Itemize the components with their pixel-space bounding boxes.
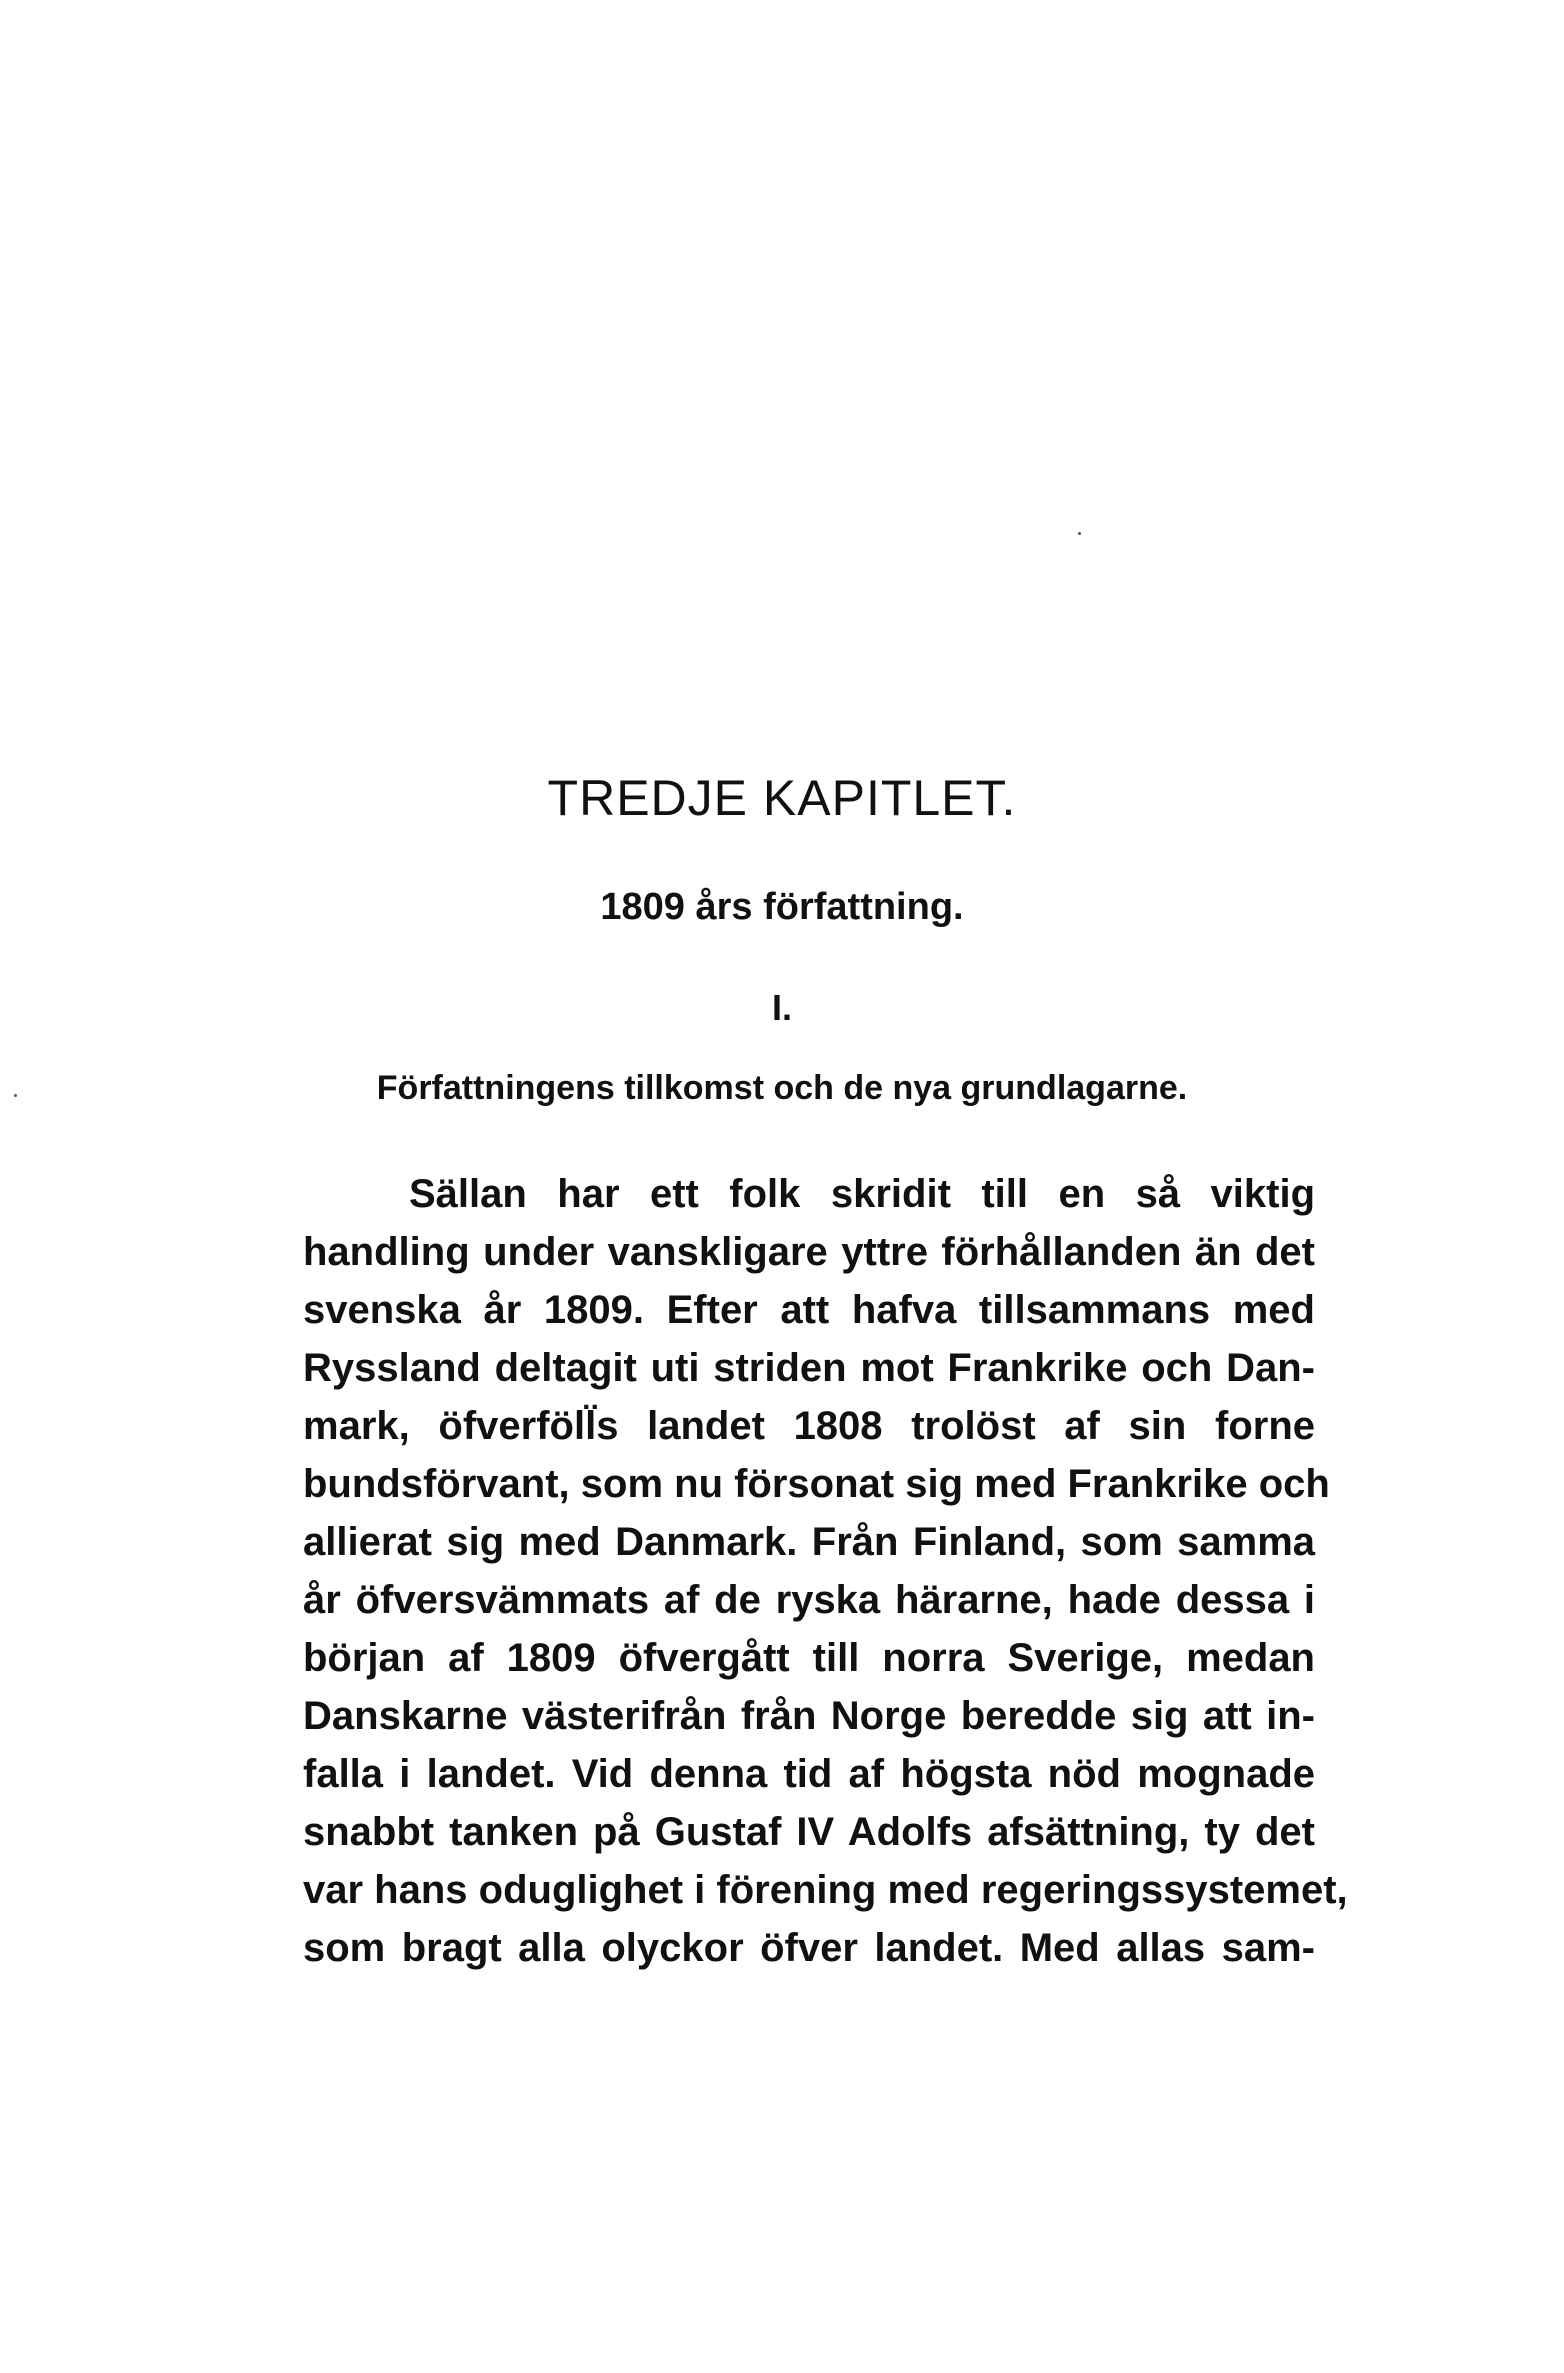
body-paragraph (303, 1165, 1348, 1977)
section-heading: Författningens tillkomst och de nya grundlagarne. (376, 1069, 1188, 1107)
scan-speck (14, 1094, 17, 1097)
chapter-subtitle: 1809 års författning. (600, 886, 964, 928)
paragraph-line: Ryssland deltagit uti striden mot Frankrike och Dan- (303, 1346, 1315, 1390)
paragraph-line: allierat sig med Danmark. Från Finland, som samma (303, 1520, 1315, 1564)
paragraph-line: Sällan har ett folk skridit till en så viktig (409, 1172, 1315, 1216)
paragraph-line: år öfversvämmats af de ryska härarne, hade dessa i (303, 1578, 1315, 1622)
paragraph-line: svenska år 1809. Efter att hafva tillsammans med (303, 1288, 1315, 1332)
paragraph-line: början af 1809 öfvergått till norra Sverige, medan (303, 1636, 1315, 1680)
paragraph-line: mark, öfverföll̈s landet 1808 trolöst af sin forne (303, 1404, 1315, 1448)
paragraph-line: Danskarne västerifrån från Norge beredde sig att in- (303, 1694, 1315, 1738)
paragraph-line: handling under vanskligare yttre förhållanden än det (303, 1230, 1315, 1274)
paragraph-line: falla i landet. Vid denna tid af högsta nöd mognade (303, 1752, 1315, 1796)
section-number: I. (771, 987, 792, 1028)
paragraph-line: som bragt alla olyckor öfver landet. Med allas sam- (303, 1926, 1315, 1970)
paragraph-line: snabbt tanken på Gustaf IV Adolfs afsättning, ty det (303, 1810, 1315, 1854)
paragraph-line: var hans oduglighet i förening med regeringssystemet, (303, 1868, 1348, 1912)
scan-speck (1078, 532, 1081, 535)
paragraph-line: bundsförvant, som nu försonat sig med Frankrike och (303, 1462, 1330, 1506)
chapter-title: TREDJE KAPITLET. (547, 770, 1017, 826)
